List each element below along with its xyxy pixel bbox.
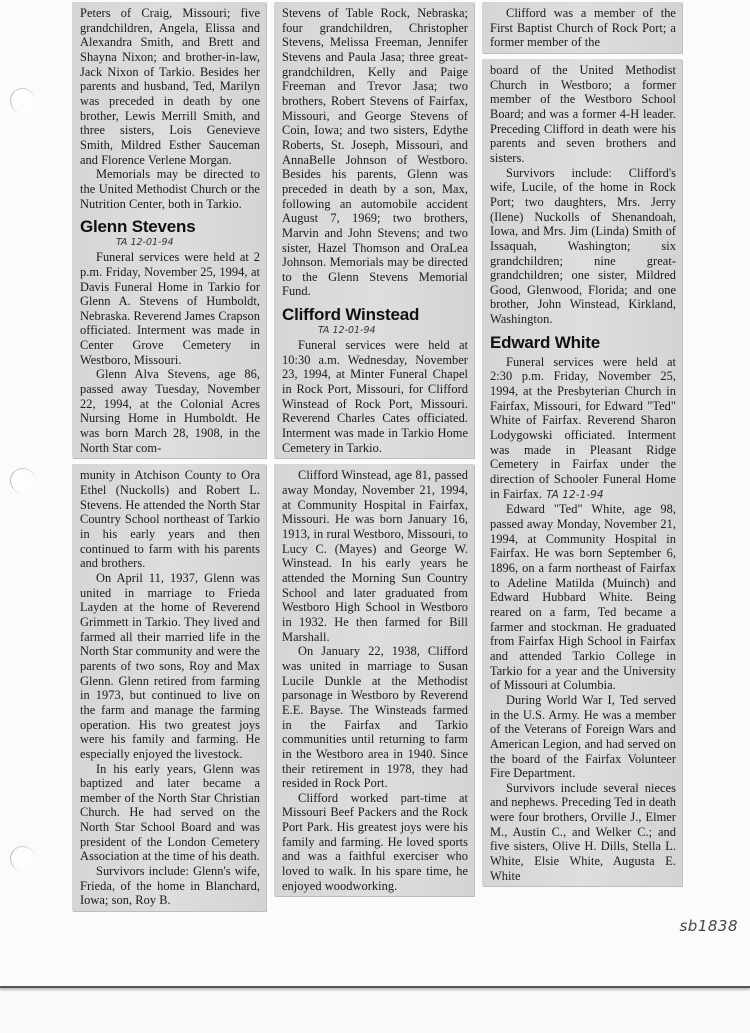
obituary-heading-clifford-winstead: Clifford Winstead (282, 305, 420, 325)
paragraph: Funeral services were held at 2 p.m. Friday, November 25, 1994, at Davis Funeral Home in Tarkio for Glenn A. Stevens of Humboldt, Nebraska. Reverend James Crapson officiated. Interment was made in Center Grove Cemetery in Westboro, Missouri. (80, 250, 260, 367)
clipping-col1-top (72, 2, 266, 458)
paragraph: On April 11, 1937, Glenn was united in marriage to Frieda Layden at the home of Reverend Grimmett in Tarkio. They lived and farmed all their married life in the North Star community and were the parents of two sons, Roy and Max Glenn. Glenn retired from farming in 1973, but continued to live on the farm and manage the farming operation. His two greatest joys were his family and farming. He especially enjoyed the livestock. (80, 570, 260, 761)
paragraph: Clifford Winstead, age 81, passed away Monday, November 21, 1994, at Community Hospital in Fairfax, Missouri. He was born January 16, 1913, in rural Westboro, Missouri, to Lucy C. (Mayes) and George W. Winstead. In his early years he attended the Morning Sun Country School and later graduated from Westboro High School in Westboro in 1932. He then farmed for Bill Marshall. (282, 468, 468, 644)
clipping-col2-bottom (274, 464, 474, 896)
clipping-col2-top (274, 2, 474, 458)
paragraph: Edward "Ted" White, age 98, passed away Monday, November 21, 1994, at Community Hospital in Fairfax. He was born September 6, 1896, on a farm northeast of Fairfax to Adeline Matilda (Muinch) and Edward Hubbard White. Being reared on a farm, Ted became a farmer and stockman. He graduated from Fairfax High School in Fairfax and attended Tarkio College in Tarkio for a year and the University of Missouri at Columbia. (490, 502, 676, 693)
column-1 (72, 2, 266, 911)
paragraph: Memorials may be directed to the United Methodist Church or the Nutrition Center, both in Tarkio. (80, 167, 260, 211)
paragraph: In his early years, Glenn was baptized and later became a member of the North Star Christian Church. He had served on the North Star School Board and was president of the London Cemetery Association at the time of his death. (80, 761, 260, 864)
paragraph: Clifford worked part-time at Missouri Beef Packers and the Rock Port Park. His greatest joys were his family and farming. He loved sports and was a faithful exerciser who loved to walk. In his spare time, he enjoyed woodworking. (282, 790, 468, 893)
paragraph: board of the United Methodist Church in Westboro; a former member of the Westboro School Board; and was a former 4-H leader. Preceding Clifford in death were his parents and seven brothers and sisters. (490, 62, 676, 165)
paragraph: munity in Atchison County to Ora Ethel (Nuckolls) and Robert L. Stevens. He attended the North Star Country School northeast of Tarkio in his early years and then continued to farm with his parents and brothers. (80, 468, 260, 571)
paragraph: Survivors include: Clifford's wife, Lucile, of the home in Rock Port; two daughters, Mrs. Jerry (Ilene) Nuckolls of Shenandoah, Iowa, and Mrs. Jim (Linda) Smith of Issaquah, Washington; six grandchildren; nine great-grandchildren; one sister, Mildred Good, Glenwood, Florida; and one brother, John Winstead, Kirkland, Washington. (490, 165, 676, 327)
clipping-col3-main (482, 59, 682, 886)
catalog-number: sb1838 (679, 917, 738, 936)
paragraph: On January 22, 1938, Clifford was united in marriage to Susan Lucile Dunkle at the Methodist parsonage in Westboro by Reverend E.E. Bayse. The Winsteads farmed in the Fairfax and Tarkio communities until returning to farm in the Westboro area in 1940. Since their retirement in 1978, they had resided in Rock Port. (282, 644, 468, 791)
paragraph: Survivors include: Glenn's wife, Frieda, of the home in Blanchard, Iowa; son, Roy B. (80, 864, 260, 908)
paragraph: Survivors include several nieces and nephews. Preceding Ted in death were four brothers, Orville J., Elmer M., Austin C., and Welker C.; and five sisters, Olive H. Dills, Stella L. White, Elsie White, Augusta E. White (490, 780, 676, 883)
handwritten-date: TA 12-1-94 (546, 488, 604, 501)
paragraph-text: Funeral services were held at 2:30 p.m. Friday, November 25, 1994, at the Presbyterian Church in Fairfax, Missouri, for Edward "Ted" White of Fairfax. Reverend Sharon Lodygowski officiated. Interment was made in Pleasant Ridge Cemetery in Fairfax under the direction of Schooler Funeral Home in Fairfax. (490, 354, 676, 501)
clipping-col1-bottom (72, 464, 266, 911)
paragraph: Funeral services were held at 10:30 a.m. Wednesday, November 23, 1994, at Minter Funeral Chapel in Rock Port, Missouri, for Clifford Winstead of Rock Port, Missouri. Reverend Charles Cates officiated. Interment was made in Tarkio Home Cemetery in Tarkio. (282, 338, 468, 455)
obituary-heading-glenn-stevens: Glenn Stevens (80, 217, 196, 237)
paragraph: During World War I, Ted served in the U.S. Army. He was a member of the Veterans of Foreign Wars and American Legion, and had served on the board of the Fairfax Volunteer Fire Department. (490, 692, 676, 781)
column-3 (482, 2, 682, 886)
handwritten-date: TA 12-01-94 (318, 325, 376, 337)
obituary-heading-edward-white: Edward White (490, 332, 600, 352)
clipping-col3-top (482, 2, 682, 53)
paragraph: Peters of Craig, Missouri; five grandchildren, Angela, Elissa and Alexandra Smith, and Brett and Shayna Nixon; and brother-in-law, Jack Nixon of Tarkio. Besides her parents and husband, Ted, Marilyn was preceded in death by one brother, Lewis Merrill Smith, and three sisters, Lois Genevieve Smith, Mildred Esther Sauceman and Florence Verlene Morgan. (80, 6, 260, 167)
handwritten-date: TA 12-01-94 (116, 237, 174, 249)
column-2 (274, 2, 474, 896)
paragraph: Glenn Alva Stevens, age 86, passed away Tuesday, November 22, 1994, at the Colonial Acres Nursing Home in Humboldt. He was born March 28, 1908, in the North Star com- (80, 367, 260, 455)
paragraph (490, 355, 676, 503)
paragraph: Clifford was a member of the First Baptist Church of Rock Port; a former member of the (490, 6, 676, 50)
paragraph: Stevens of Table Rock, Nebraska; four grandchildren, Christopher Stevens, Melissa Freeman, Jennifer Stevens and Paula Jasa; three great-grandchildren, Kelly and Paige Freeman and Trevor Jasa; two brothers, Robert Stevens of Fairfax, Missouri, and George Stevens of Coin, Iowa; and two sisters, Edythe Roberts, St. Joseph, Missouri, and AnnaBelle Johnson of Westboro. Besides his parents, Glenn was preceded in death by a son, Max, following an automobile accident August 7, 1969; two brothers, Marvin and John Stevens; and two sister, Hazel Thomson and OraLea Johnson. Memorials may be directed to the Glenn Stevens Memorial Fund. (282, 6, 468, 299)
